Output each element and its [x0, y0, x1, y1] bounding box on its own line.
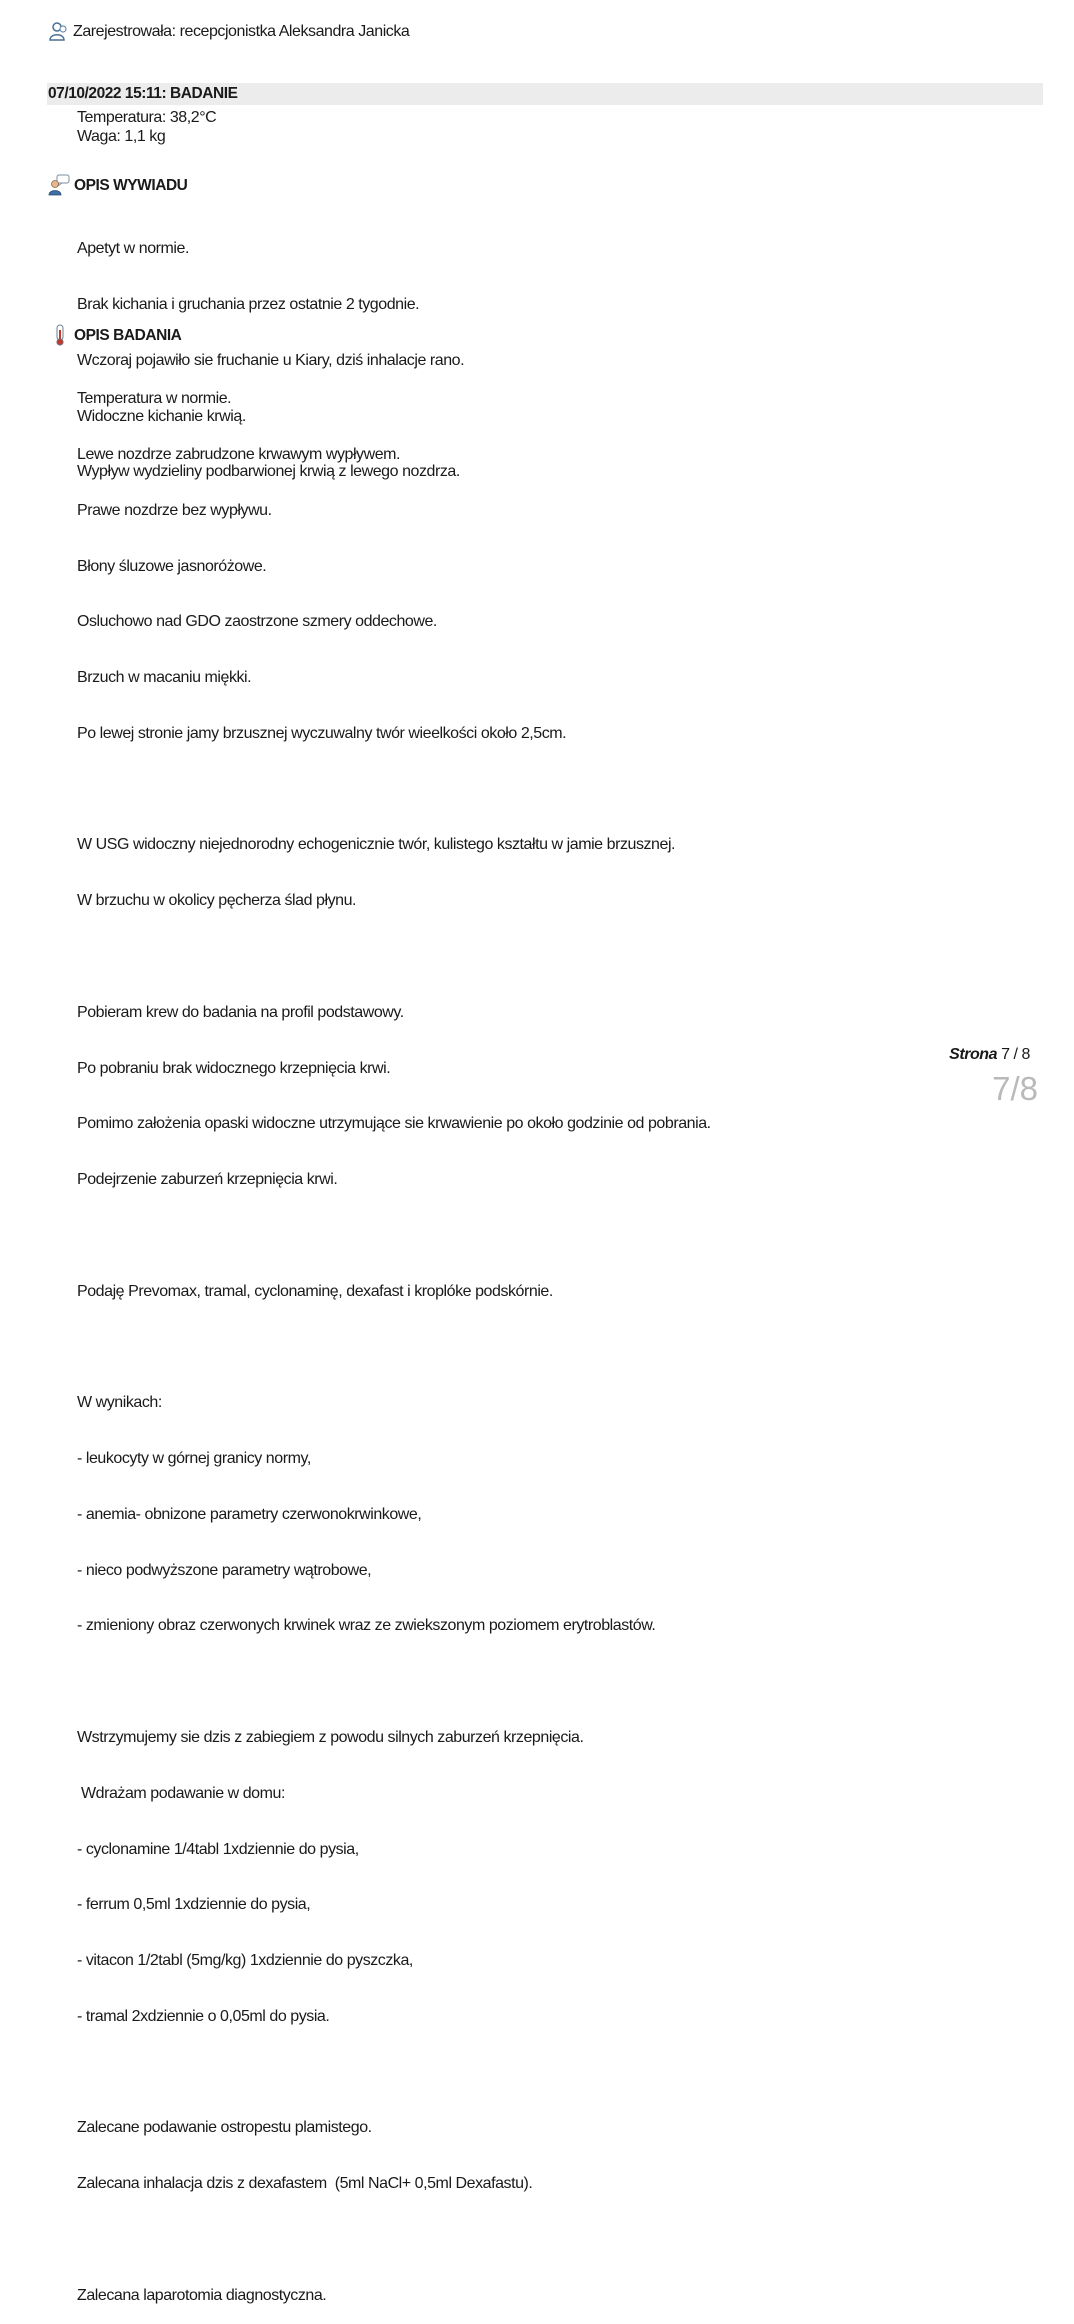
examination-line: Błony śluzowe jasnoróżowe.: [77, 557, 267, 575]
examination-text: [77, 353, 711, 2324]
examination-line: W wynikach:: [77, 1394, 162, 1412]
examination-line: Lewe nozdrze zabrudzone krwawym wypływem.: [77, 445, 401, 463]
examination-line: [77, 1227, 711, 1246]
page-footer: [949, 1046, 1030, 1064]
examination-line: Temperatura w normie.: [77, 390, 232, 408]
examination-line: Pobieram krew do badania na profil podstawowy.: [77, 1003, 404, 1021]
examination-line: - nieco podwyższone parametry wątrobowe,: [77, 1561, 372, 1579]
examination-line: - tramal 2xdziennie o 0,05ml do pysia.: [77, 2007, 330, 2025]
examination-line: - cyclonamine 1/4tabl 1xdziennie do pysia,: [77, 1840, 359, 1858]
page-current: 7: [1001, 1046, 1010, 1063]
viewer-page-indicator: 7/8: [992, 1070, 1038, 1107]
examination-line: [77, 1338, 711, 1357]
examination-line: Pomimo założenia opaski widoczne utrzymujące sie krwawienie po około godzinie od pobrania.: [77, 1115, 711, 1133]
user-icon: [48, 21, 70, 43]
registration-line: [48, 21, 409, 43]
examination-line: Brzuch w macaniu miękki.: [77, 669, 252, 687]
examination-title: OPIS BADANIA: [74, 327, 182, 344]
examination-line: Po lewej stronie jamy brzusznej wyczuwalny twór wieelkości około 2,5cm.: [77, 724, 567, 742]
thermometer-icon: [50, 324, 70, 348]
interview-line: Wczoraj pojawiło sie fruchanie u Kiary, dziś inhalacje rano.: [77, 351, 465, 369]
examination-line: [77, 948, 711, 967]
doctor-speech-icon: [48, 174, 70, 198]
examination-line: W USG widoczny niejednorodny echogenicznie twór, kulistego kształtu w jamie brzusznej.: [77, 836, 676, 854]
examination-line: - leukocyty w górnej granicy normy,: [77, 1450, 311, 1468]
weight-value: Waga: 1,1 kg: [77, 127, 166, 145]
interview-title: OPIS WYWIADU: [74, 177, 188, 194]
page-label: Strona: [949, 1046, 998, 1063]
page-total: / 8: [1013, 1046, 1030, 1063]
examination-line: [77, 2064, 711, 2083]
examination-line: Wstrzymujemy sie dzis z zabiegiem z powodu silnych zaburzeń krzepnięcia.: [77, 1728, 584, 1746]
examination-line: [77, 781, 711, 800]
interview-line: Apetyt w normie.: [77, 240, 189, 258]
examination-line: Po pobraniu brak widocznego krzepnięcia krwi.: [77, 1059, 391, 1077]
examination-line: W brzuchu w okolicy pęcherza ślad płynu.: [77, 892, 357, 910]
examination-line: [77, 2231, 711, 2250]
examination-line: Podejrzenie zaburzeń krzepnięcia krwi.: [77, 1171, 338, 1189]
vitals: [77, 109, 216, 146]
examination-line: [77, 1673, 711, 1692]
examination-line: Prawe nozdrze bez wypływu.: [77, 501, 272, 519]
examination-line: Osluchowo nad GDO zaostrzone szmery oddechowe.: [77, 613, 437, 631]
examination-line: - ferrum 0,5ml 1xdziennie do pysia,: [77, 1896, 311, 1914]
examination-line: Zalecana laparotomia diagnostyczna.: [77, 2286, 327, 2304]
interview-line: Brak kichania i gruchania przez ostatnie 2 tygodnie.: [77, 295, 420, 313]
examination-line: Wdrażam podawanie w domu:: [77, 1784, 285, 1802]
interview-line: Wypływ wydzieliny podbarwionej krwią z lewego nozdrza.: [77, 463, 460, 481]
temperature-value: Temperatura: 38,2°C: [77, 109, 217, 126]
interview-section-title: [48, 175, 187, 197]
visit-header: 07/10/2022 15:11: BADANIE: [47, 83, 1043, 105]
examination-section-title: [50, 325, 181, 347]
examination-line: - vitacon 1/2tabl (5mg/kg) 1xdziennie do pyszczka,: [77, 1952, 413, 1970]
examination-line: Zalecane podawanie ostropestu plamistego.: [77, 2119, 372, 2137]
registration-text: Zarejestrowała: recepcjonistka Aleksandra Janicka: [73, 23, 410, 40]
examination-line: - zmieniony obraz czerwonych krwinek wraz ze zwiekszonym poziomem erytroblastów.: [77, 1617, 656, 1635]
examination-line: - anemia- obnizone parametry czerwonokrwinkowe,: [77, 1505, 422, 1523]
examination-line: Zalecana inhalacja dzis z dexafastem (5ml NaCl+ 0,5ml Dexafastu).: [77, 2175, 533, 2193]
examination-line: Podaję Prevomax, tramal, cyclonaminę, dexafast i kroplóke podskórnie.: [77, 1282, 553, 1300]
interview-line: Widoczne kichanie krwią.: [77, 407, 246, 425]
